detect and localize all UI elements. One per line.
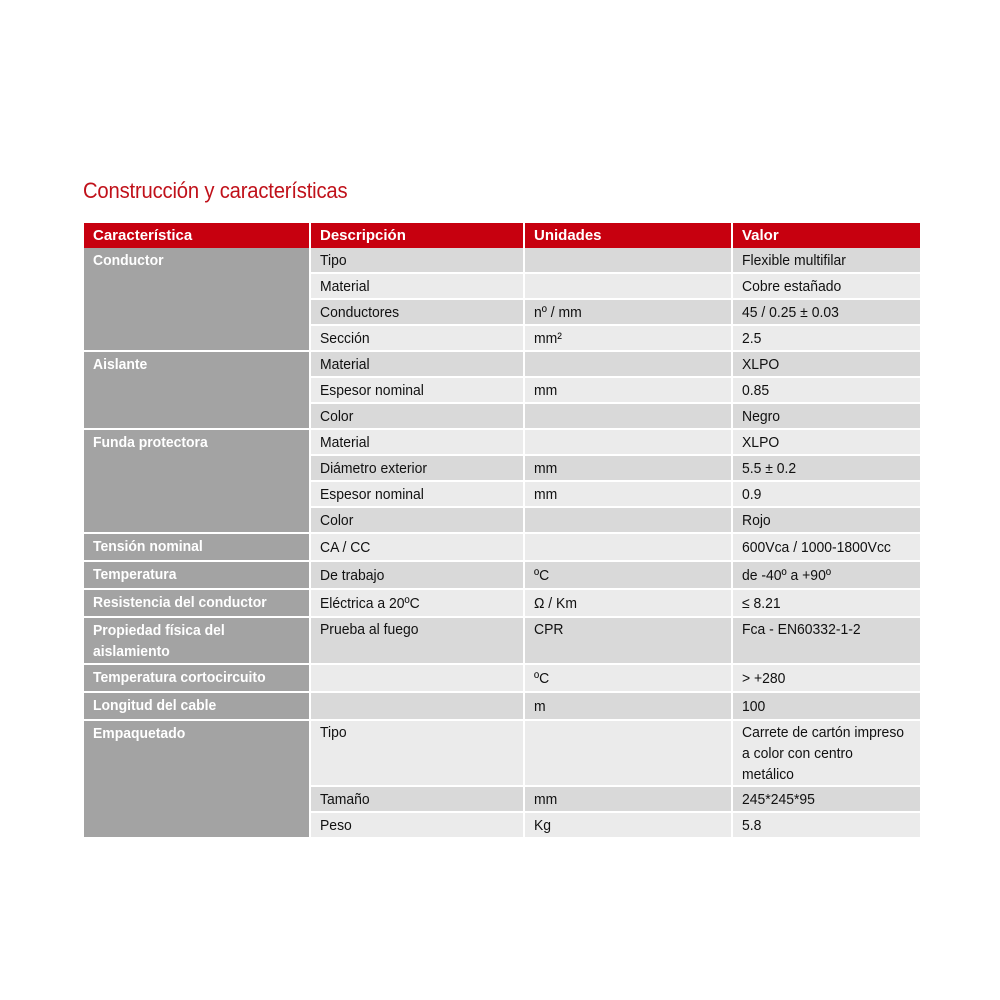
value-cell (733, 248, 920, 274)
description-text: Material (320, 433, 370, 451)
description-cell (311, 430, 525, 456)
specs-table (84, 223, 920, 839)
unit-cell (525, 378, 733, 404)
description-cell (311, 404, 525, 430)
value-cell (733, 378, 920, 404)
table-row (84, 352, 920, 378)
description-text: Material (320, 277, 370, 295)
category-label: Temperatura cortocircuito (93, 669, 266, 686)
description-text: Prueba al fuego (320, 621, 419, 638)
unit-cell (525, 248, 733, 274)
unit-cell (525, 326, 733, 352)
page-title: Construcción y características (83, 178, 348, 203)
description-text: Color (320, 407, 354, 425)
table-row (84, 693, 920, 721)
value-cell (733, 430, 920, 456)
category-label: Aislante (93, 356, 148, 373)
unit-text: mm (534, 485, 558, 503)
unit-text: CPR (534, 621, 564, 638)
value-text: 245*245*95 (742, 790, 815, 808)
value-cell (733, 482, 920, 508)
value-text: 600Vca / 1000-1800Vcc (742, 538, 891, 556)
description-cell (311, 562, 525, 590)
category-label: Propiedad física del aislamiento (93, 622, 225, 660)
unit-text: m (534, 697, 546, 715)
unit-cell (525, 618, 733, 665)
unit-cell (525, 300, 733, 326)
table-row (84, 618, 920, 665)
description-cell (311, 618, 525, 665)
description-text: Peso (320, 816, 352, 834)
value-cell (733, 508, 920, 534)
description-cell (311, 721, 525, 787)
table-row (84, 534, 920, 562)
value-text: Cobre estañado (742, 277, 842, 295)
header-valor: Valor (733, 223, 920, 248)
unit-cell (525, 693, 733, 721)
value-cell (733, 456, 920, 482)
value-cell (733, 562, 920, 590)
unit-cell (525, 534, 733, 562)
value-cell (733, 813, 920, 839)
unit-text: mm (534, 381, 558, 399)
table-row (84, 430, 920, 456)
description-text: Eléctrica a 20ºC (320, 594, 420, 612)
value-text: 2.5 (742, 329, 762, 347)
value-text: XLPO (742, 355, 780, 373)
description-text: De trabajo (320, 566, 385, 584)
unit-cell (525, 508, 733, 534)
description-cell (311, 274, 525, 300)
description-cell (311, 300, 525, 326)
value-cell (733, 300, 920, 326)
table-row (84, 721, 920, 787)
category-cell (84, 248, 311, 352)
unit-text: Ω / Km (534, 594, 577, 612)
value-text: 5.5 ± 0.2 (742, 459, 797, 477)
value-text: Carrete de cartón impreso a color con centro metálico (742, 724, 905, 783)
unit-cell (525, 482, 733, 508)
unit-text: mm (534, 790, 558, 808)
table-header-row (84, 223, 920, 248)
value-cell (733, 721, 920, 787)
category-cell (84, 665, 311, 693)
category-label: Conductor (93, 252, 164, 269)
description-cell (311, 665, 525, 693)
description-text: CA / CC (320, 538, 371, 556)
table-row (84, 248, 920, 274)
description-text: Color (320, 511, 354, 529)
value-text: ≤ 8.21 (742, 594, 781, 612)
unit-cell (525, 665, 733, 693)
value-text: > +280 (742, 669, 786, 687)
category-cell (84, 590, 311, 618)
description-text: Tipo (320, 724, 347, 741)
value-cell (733, 534, 920, 562)
unit-text: ºC (534, 669, 550, 687)
description-cell (311, 378, 525, 404)
description-cell (311, 326, 525, 352)
description-text: Espesor nominal (320, 485, 424, 503)
value-text: 45 / 0.25 ± 0.03 (742, 303, 839, 321)
description-text: Sección (320, 329, 370, 347)
category-label: Longitud del cable (93, 697, 217, 714)
description-cell (311, 352, 525, 378)
description-text: Conductores (320, 303, 400, 321)
value-cell (733, 590, 920, 618)
category-label: Tensión nominal (93, 538, 203, 555)
unit-text: mm² (534, 329, 562, 347)
value-text: Negro (742, 407, 780, 425)
table-body (84, 248, 920, 839)
header-descripcion: Descripción (311, 223, 525, 248)
value-text: de -40º a +90º (742, 566, 831, 584)
value-text: 0.9 (742, 485, 762, 503)
category-cell (84, 693, 311, 721)
table-row (84, 590, 920, 618)
category-cell (84, 618, 311, 665)
value-cell (733, 274, 920, 300)
category-label: Funda protectora (93, 434, 208, 451)
value-text: 0.85 (742, 381, 770, 399)
description-text: Espesor nominal (320, 381, 424, 399)
category-cell (84, 534, 311, 562)
header-caracteristica: Característica (84, 223, 311, 248)
value-text: 5.8 (742, 816, 762, 834)
unit-cell (525, 787, 733, 813)
category-label: Temperatura (93, 566, 177, 583)
unit-text: mm (534, 459, 558, 477)
description-cell (311, 787, 525, 813)
category-label: Empaquetado (93, 725, 186, 742)
description-text: Diámetro exterior (320, 459, 427, 477)
category-cell (84, 721, 311, 839)
value-cell (733, 404, 920, 430)
unit-cell (525, 456, 733, 482)
unit-text: ºC (534, 566, 550, 584)
value-cell (733, 693, 920, 721)
unit-cell (525, 562, 733, 590)
unit-cell (525, 813, 733, 839)
header-unidades: Unidades (525, 223, 733, 248)
table-row (84, 665, 920, 693)
value-text: 100 (742, 697, 766, 715)
value-text: Fca - EN60332-1-2 (742, 621, 861, 638)
unit-text: nº / mm (534, 303, 582, 321)
unit-cell (525, 352, 733, 378)
value-cell (733, 787, 920, 813)
unit-text: Kg (534, 816, 552, 834)
value-text: Rojo (742, 511, 771, 529)
category-cell (84, 430, 311, 534)
unit-cell (525, 590, 733, 618)
value-text: Flexible multifilar (742, 251, 846, 269)
category-cell (84, 562, 311, 590)
description-cell (311, 482, 525, 508)
value-cell (733, 326, 920, 352)
unit-cell (525, 430, 733, 456)
description-cell (311, 813, 525, 839)
description-text: Tamaño (320, 790, 370, 808)
table-row (84, 562, 920, 590)
value-cell (733, 665, 920, 693)
description-cell (311, 534, 525, 562)
description-cell (311, 248, 525, 274)
description-text: Tipo (320, 251, 347, 269)
category-cell (84, 352, 311, 430)
description-cell (311, 508, 525, 534)
unit-cell (525, 721, 733, 787)
description-text: Material (320, 355, 370, 373)
unit-cell (525, 404, 733, 430)
category-label: Resistencia del conductor (93, 594, 267, 611)
value-text: XLPO (742, 433, 780, 451)
value-cell (733, 618, 920, 665)
value-cell (733, 352, 920, 378)
description-cell (311, 590, 525, 618)
description-cell (311, 456, 525, 482)
description-cell (311, 693, 525, 721)
unit-cell (525, 274, 733, 300)
